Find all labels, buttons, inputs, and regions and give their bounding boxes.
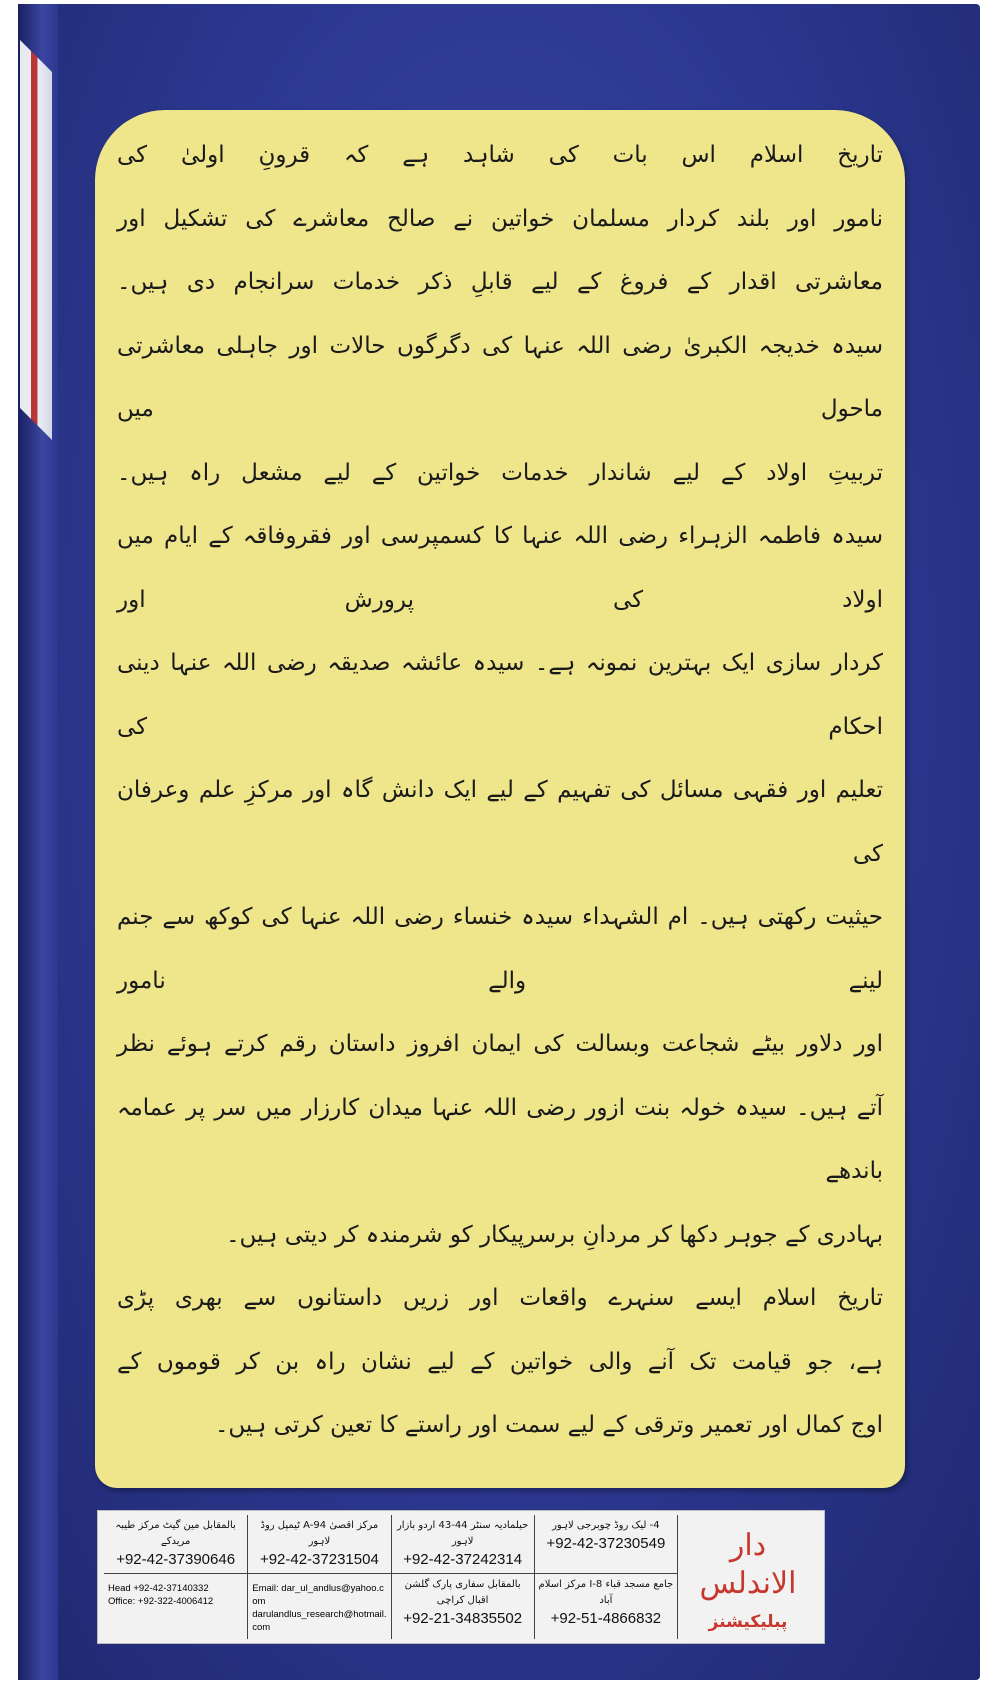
contact-cell [534, 1515, 677, 1575]
spine-ribbon-stripe [20, 40, 52, 440]
text-line: اور دلاور بیٹے شجاعت وبسالت کی ایمان افروز داستان رقم کرتے ہوئے نظر [117, 1031, 883, 1057]
publisher-logo [677, 1515, 818, 1639]
email: darulandlus_research@hotmail.com [252, 1609, 387, 1633]
head-office-cell [104, 1574, 247, 1639]
text-line: تاریخ اسلام اس بات کی شاہد ہے کہ قرونِ اولیٰ کی [117, 142, 883, 168]
text-line: حیثیت رکھتی ہیں۔ ام الشہداء سیدہ خنساء رضی اللہ عنہا کی کوکھ سے جنم لینے والے نامور [117, 904, 883, 994]
contact-cell [534, 1574, 677, 1639]
contact-strip [97, 1510, 825, 1644]
contact-cell [104, 1515, 247, 1575]
text-panel [95, 110, 905, 1488]
text-line: آتے ہیں۔ سیدہ خولہ بنت ازور رضی اللہ عنہا میدان کارزار میں سر پر عمامہ باندھے [117, 1094, 883, 1184]
phone: +92-42-37230549 [546, 1534, 666, 1552]
cover-content [95, 0, 905, 1684]
phone: +92-51-4866832 [550, 1610, 662, 1627]
text-line: تربیتِ اولاد کے لیے شاندار خدمات خواتین کے لیے مشعل راہ ہیں۔ [117, 459, 883, 486]
office-phone: Office: +92-322-4006412 [108, 1596, 214, 1607]
address: بالمقابل سفاری پارک گلشن اقبال کراچی [404, 1579, 521, 1606]
address: بالمقابل مین گیٹ مرکز طیبہ مریدکے [115, 1519, 236, 1547]
phone: +92-42-37231504 [259, 1550, 379, 1568]
text-line: نامور اور بلند کردار مسلمان خواتین نے صالح معاشرے کی تشکیل اور [117, 205, 883, 232]
text-line: بہادری کے جوہر دکھا کر مردانِ برسرپیکار کو شرمندہ کر دیتی ہیں۔ [226, 1221, 883, 1248]
phone: +92-21-34835502 [403, 1610, 523, 1627]
phone: +92-42-37390646 [116, 1550, 236, 1568]
text-line: معاشرتی اقدار کے فروغ کے لیے قابلِ ذکر خدمات سرانجام دی ہیں۔ [117, 269, 883, 295]
address: مرکز اقصیٰ A-94 ٹیمپل روڈ لاہور [260, 1519, 379, 1547]
text-line: تاریخ اسلام ایسے سنہرے واقعات اور زریں داستانوں سے بھری پڑی [117, 1285, 883, 1311]
address: جامع مسجد قباء 8-I مرکز اسلام آباد [538, 1579, 674, 1606]
text-line: سیدہ فاطمہ الزہراء رضی اللہ عنہا کا کسمپرسی اور فقروفاقہ کے ایام میں اولاد کی پرورش اور [117, 523, 883, 613]
contact-grid [104, 1515, 677, 1639]
publisher-name: دار الاندلس [699, 1527, 797, 1601]
head-phone: Head +92-42-37140332 [108, 1583, 209, 1594]
address: حیلمادیہ سنٹر 44-43 اردو بازار لاہور [396, 1519, 529, 1547]
phone: +92-42-37242314 [403, 1550, 523, 1568]
text-line: سیدہ خدیجہ الکبریٰ رضی اللہ عنہا کی دگرگوں حالات اور جاہلی معاشرتی ماحول میں [117, 332, 883, 422]
publisher-subtitle: پبلیکیشنز [708, 1611, 788, 1632]
text-line: تعلیم اور فقہی مسائل کی تفہیم کے لیے ایک دانش گاہ اور مرکزِ علم وعرفان کی [117, 777, 883, 867]
description-text [117, 124, 883, 1458]
text-line: کردار سازی ایک بہترین نمونہ ہے۔ سیدہ عائشہ صدیقہ رضی اللہ عنہا دینی احکام کی [117, 650, 883, 740]
text-line: ہے، جو قیامت تک آنے والی خواتین کے لیے نشان راہ بن کر قوموں کے [117, 1348, 883, 1375]
contact-cell [391, 1515, 534, 1575]
text-line: اوج کمال اور تعمیر وترقی کے لیے سمت اور راستے کا تعین کرتی ہیں۔ [214, 1412, 883, 1438]
address: 4- لیک روڈ چوبرجی لاہور [552, 1519, 660, 1531]
contact-cell [247, 1515, 390, 1575]
contact-cell [391, 1574, 534, 1639]
email-cell [247, 1574, 390, 1639]
email: Email: dar_ul_andlus@yahoo.com [252, 1583, 384, 1607]
